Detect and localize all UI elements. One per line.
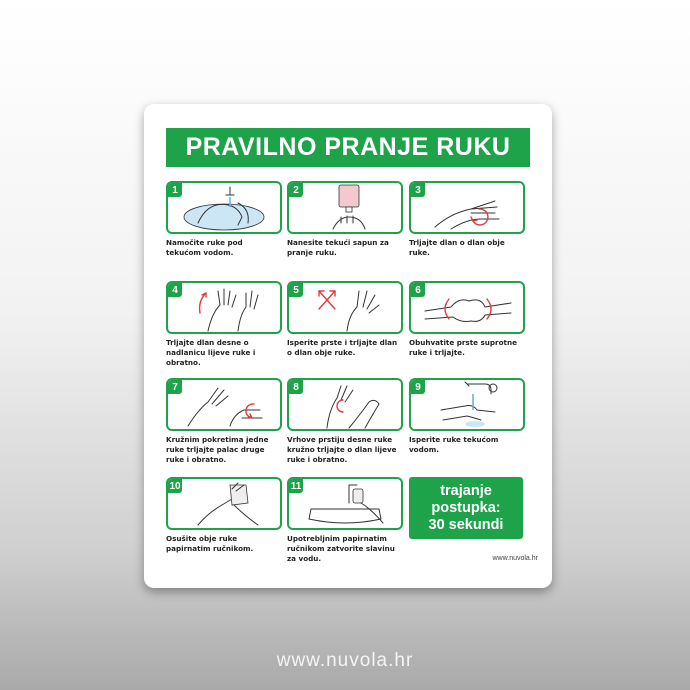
step-9 (409, 378, 523, 455)
step-number: 5 (289, 283, 303, 297)
step-1-panel (166, 181, 282, 234)
step-3-panel (409, 181, 525, 234)
step-number: 4 (168, 283, 182, 297)
step-number: 10 (169, 480, 181, 492)
duration-line-1: trajanje (440, 482, 492, 499)
fingertips-rub-icon (289, 380, 401, 429)
duration-line-3: 30 sekundi (428, 516, 504, 533)
step-11 (287, 477, 401, 564)
step-number: 7 (168, 380, 182, 394)
step-caption: Isperite prste i trljajte dlan o dlan obje ruke. (287, 338, 398, 357)
step-caption: Obuhvatite prste suprotne ruke i trljajte. (409, 338, 517, 357)
footer-url: www.nuvola.hr (276, 650, 414, 671)
duration-box (409, 477, 523, 539)
step-4-panel (166, 281, 282, 334)
step-9-panel (409, 378, 525, 431)
step-4 (166, 281, 280, 368)
step-caption: Osušite obje ruke papirnatim ručnikom. (166, 534, 254, 553)
palm-rub-icon (411, 183, 523, 232)
step-caption: Vrhove prstiju desne ruke kružno trljajte o dlan lijeve ruke i obratno. (287, 435, 397, 464)
sign-url: www.nuvola.hr (492, 555, 538, 562)
step-caption: Isperite ruke tekućom vodom. (409, 435, 499, 454)
step-5 (287, 281, 401, 358)
soap-dispenser-icon (289, 183, 401, 232)
step-8 (287, 378, 401, 465)
step-6 (409, 281, 523, 358)
step-6-panel (409, 281, 525, 334)
hand-washing-sign (144, 104, 552, 588)
step-caption: Namočite ruke pod tekućom vodom. (166, 238, 243, 257)
step-number: 2 (289, 183, 303, 197)
step-5-panel (287, 281, 403, 334)
sign-title: PRAVILNO PRANJE RUKU (166, 128, 530, 167)
step-3 (409, 181, 523, 258)
step-2-panel (287, 181, 403, 234)
step-7-panel (166, 378, 282, 431)
step-caption: Kružnim pokretima jedne ruke trljajte palac druge ruke i obratno. (166, 435, 269, 464)
step-10 (166, 477, 280, 554)
step-2 (287, 181, 401, 258)
step-number: 1 (168, 183, 182, 197)
duration-line-2: postupka: (431, 499, 501, 516)
step-1 (166, 181, 280, 258)
step-caption: Trljajte dlan desne o nadlanicu lijeve ruke i obratno. (166, 338, 256, 367)
step-number: 11 (290, 480, 302, 492)
step-number: 8 (289, 380, 303, 394)
interlaced-fingers-icon (289, 283, 401, 332)
step-8-panel (287, 378, 403, 431)
rinse-hands-icon (411, 380, 523, 429)
step-caption: Upotrebljnim papirnatim ručnikom zatvorite slavinu za vodu. (287, 534, 395, 563)
step-11-panel (287, 477, 403, 530)
paper-towel-icon (168, 479, 280, 528)
step-number: 3 (411, 183, 425, 197)
close-tap-icon (289, 479, 401, 528)
step-number: 6 (411, 283, 425, 297)
step-number: 9 (411, 380, 425, 394)
step-7 (166, 378, 280, 465)
step-caption: Nanesite tekući sapun za pranje ruku. (287, 238, 389, 257)
step-caption: Trljajte dlan o dlan obje ruke. (409, 238, 505, 257)
wet-hands-icon (168, 183, 280, 232)
interlocked-fingers-icon (411, 283, 523, 332)
step-10-panel (166, 477, 282, 530)
thumb-rub-icon (168, 380, 280, 429)
back-of-hand-icon (168, 283, 280, 332)
